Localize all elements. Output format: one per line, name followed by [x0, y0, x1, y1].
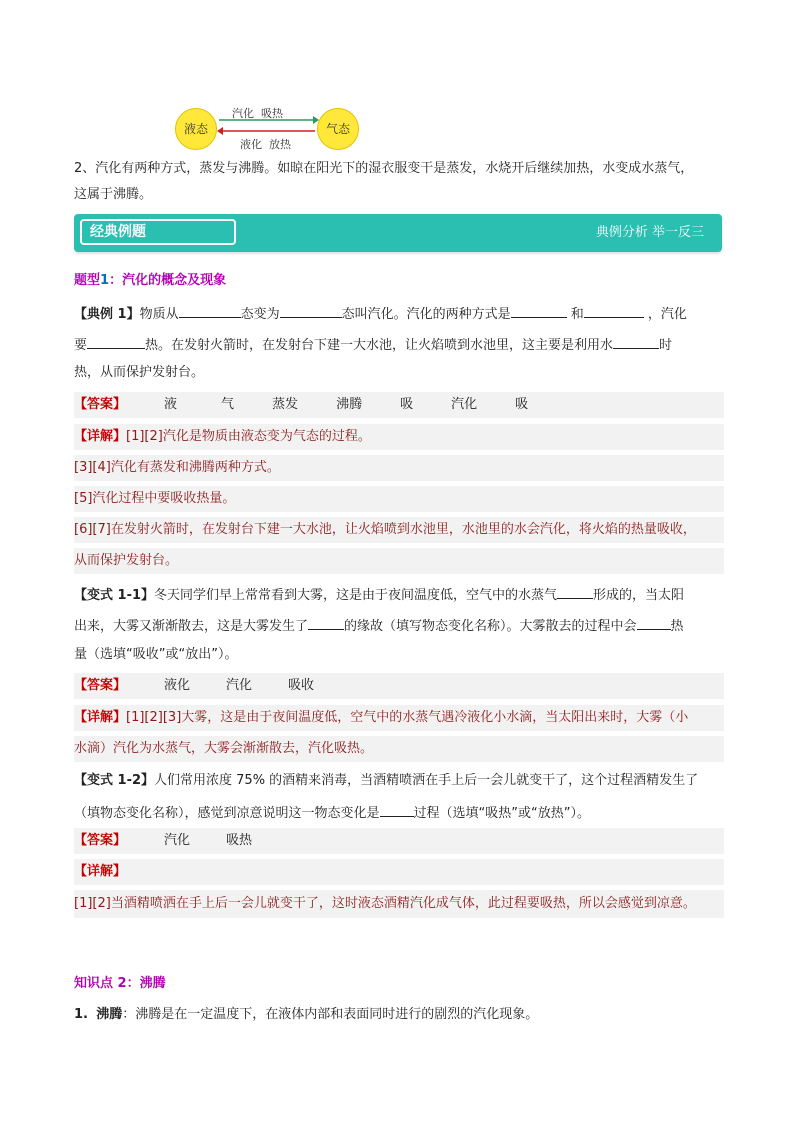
blank [511, 303, 567, 318]
answer-item: 吸收 [288, 678, 315, 693]
var2-detail-tag-row [74, 859, 724, 885]
type1-prefix: 题型 [74, 273, 101, 288]
answer-item: 吸热 [226, 833, 253, 848]
answer-item: 吸 [400, 397, 414, 412]
var2-answer-row [74, 828, 724, 854]
ex1-answer-row [74, 392, 724, 418]
var1-text: 热 [670, 619, 684, 634]
top-arrow-label: 汽化 吸热 [232, 107, 283, 120]
answer-item: 液化 [164, 678, 191, 693]
liquid-state-circle: 液态 [175, 108, 217, 150]
ex1-line-2 [74, 334, 724, 355]
answer-item: 蒸发 [272, 397, 299, 412]
answer-item: 吸 [515, 397, 529, 412]
type1-heading [74, 272, 724, 290]
detail-text: [1][2][3]大雾，这是由于夜间温度低，空气中的水蒸气遇冷液化小水滴，当太阳出来时，大雾（小 [126, 710, 689, 725]
var1-detail-2: 水滴）汽化为水蒸气，大雾会渐渐散去，汽化吸热。 [74, 736, 724, 762]
ex1-tag: 【典例 1】 [74, 307, 140, 322]
blank [380, 802, 414, 817]
detail-tag: 【详解】 [74, 864, 127, 879]
detail-text: [1][2]汽化是物质由液态变为气态的过程。 [126, 429, 371, 444]
intro-line-2: 这属于沸腾。 [74, 187, 153, 202]
detail-tag: 【详解】 [74, 710, 127, 725]
ex1-detail-2: [3][4]汽化有蒸发和沸腾两种方式。 [74, 455, 724, 481]
ex1-text: 时 [659, 338, 673, 353]
answer-item: 液 [164, 397, 178, 412]
answer-item: 汽化 [226, 678, 253, 693]
var1-answer-row [74, 673, 724, 699]
var2-tag: 【变式 1-2】 [74, 773, 155, 788]
ex1-detail-5: 从而保护发射台。 [74, 548, 724, 574]
answer-tag: 【答案】 [74, 678, 127, 693]
var1-tag: 【变式 1-1】 [74, 588, 155, 603]
var1-detail-1 [74, 705, 724, 731]
var2-text: 过程（选填“吸热”或“放热”）。 [413, 806, 590, 821]
ex1-text: 热。在发射火箭时，在发射台下建一大水池，让火焰喷到水池里，这主要是利用水 [145, 338, 614, 353]
ex1-text: 态变为 [240, 307, 280, 322]
banner-subtitle: 典例分析 举一反三 [595, 225, 704, 240]
var1-line-1 [74, 584, 724, 605]
ex1-detail-1 [74, 424, 724, 450]
type1-title: ：汽化的概念及现象 [109, 273, 227, 288]
bottom-arrow-label: 液化 放热 [240, 138, 291, 151]
blank [613, 334, 659, 349]
var2-detail-1: [1][2]当酒精喷洒在手上后一会儿就变干了，这时液态酒精汽化成气体，此过程要吸热，所以会感觉到凉意。 [74, 890, 724, 918]
intro-line-1: 2、汽化有两种方式，蒸发与沸腾。如晾在阳光下的湿衣服变干是蒸发，水烧开后继续加热，水变成水蒸气， [74, 161, 694, 176]
blank [557, 584, 593, 599]
blank [637, 615, 671, 630]
kp2-line-1 [74, 1006, 724, 1024]
ex1-text: 态叫汽化。汽化的两种方式是 [341, 307, 511, 322]
classic-examples-banner [74, 214, 722, 252]
blank [280, 303, 342, 318]
ex1-text: ，汽化 [643, 307, 687, 322]
arrows-icon [215, 114, 319, 144]
ex1-detail-4: [6][7]在发射火箭时，在发射台下建一大水池，让火焰喷到水池里，水池里的水会汽化，将火焰的热量吸收， [74, 517, 724, 543]
blank [308, 615, 344, 630]
var1-text: 的缘故（填写物态变化名称）。大雾散去的过程中会 [344, 619, 637, 634]
blank [87, 334, 145, 349]
answer-tag: 【答案】 [74, 397, 127, 412]
blank [179, 303, 241, 318]
var2-line-1 [74, 772, 724, 790]
kp2-title: 知识点 2：沸腾 [74, 976, 166, 991]
ex1-line-3: 热，从而保护发射台。 [74, 365, 205, 380]
var1-text: 冬天同学们早上常常看到大雾，这是由于夜间温度低，空气中的水蒸气 [154, 588, 558, 603]
var1-line-3: 量（选填“吸收”或“放出”）。 [74, 647, 238, 662]
answer-item: 气 [221, 397, 235, 412]
var1-line-2 [74, 615, 724, 636]
var1-text: 出来，大雾又渐渐散去，这是大雾发生了 [74, 619, 309, 634]
var2-text: 人们常用浓度 75% 的酒精来消毒，当酒精喷洒在手上后一会儿就变干了，这个过程酒精发生了 [154, 773, 699, 788]
gas-state-circle: 气态 [317, 108, 359, 150]
ex1-detail-3: [5]汽化过程中要吸收热量。 [74, 486, 724, 512]
answer-item: 汽化 [164, 833, 191, 848]
var2-line-2 [74, 802, 724, 823]
answer-tag: 【答案】 [74, 833, 127, 848]
kp2-num: 1. [74, 1007, 88, 1022]
answer-item: 汽化 [451, 397, 478, 412]
kp2-text: ：沸腾是在一定温度下，在液体内部和表面同时进行的剧烈的汽化现象。 [122, 1007, 539, 1022]
type1-num: 1 [100, 273, 110, 288]
detail-tag: 【详解】 [74, 429, 127, 444]
var1-text: 形成的，当太阳 [593, 588, 685, 603]
var2-text: （填物态变化名称），感觉到凉意说明这一物态变化是 [74, 806, 380, 821]
blank [584, 303, 644, 318]
ex1-line-1 [74, 303, 724, 324]
ex1-text: 和 [566, 307, 584, 322]
ex1-text: 要 [74, 338, 88, 353]
banner-tab: 经典例题 [80, 219, 236, 245]
kp2-term: 沸腾 [96, 1007, 123, 1022]
ex1-text: 物质从 [139, 307, 179, 322]
answer-item: 沸腾 [336, 397, 363, 412]
